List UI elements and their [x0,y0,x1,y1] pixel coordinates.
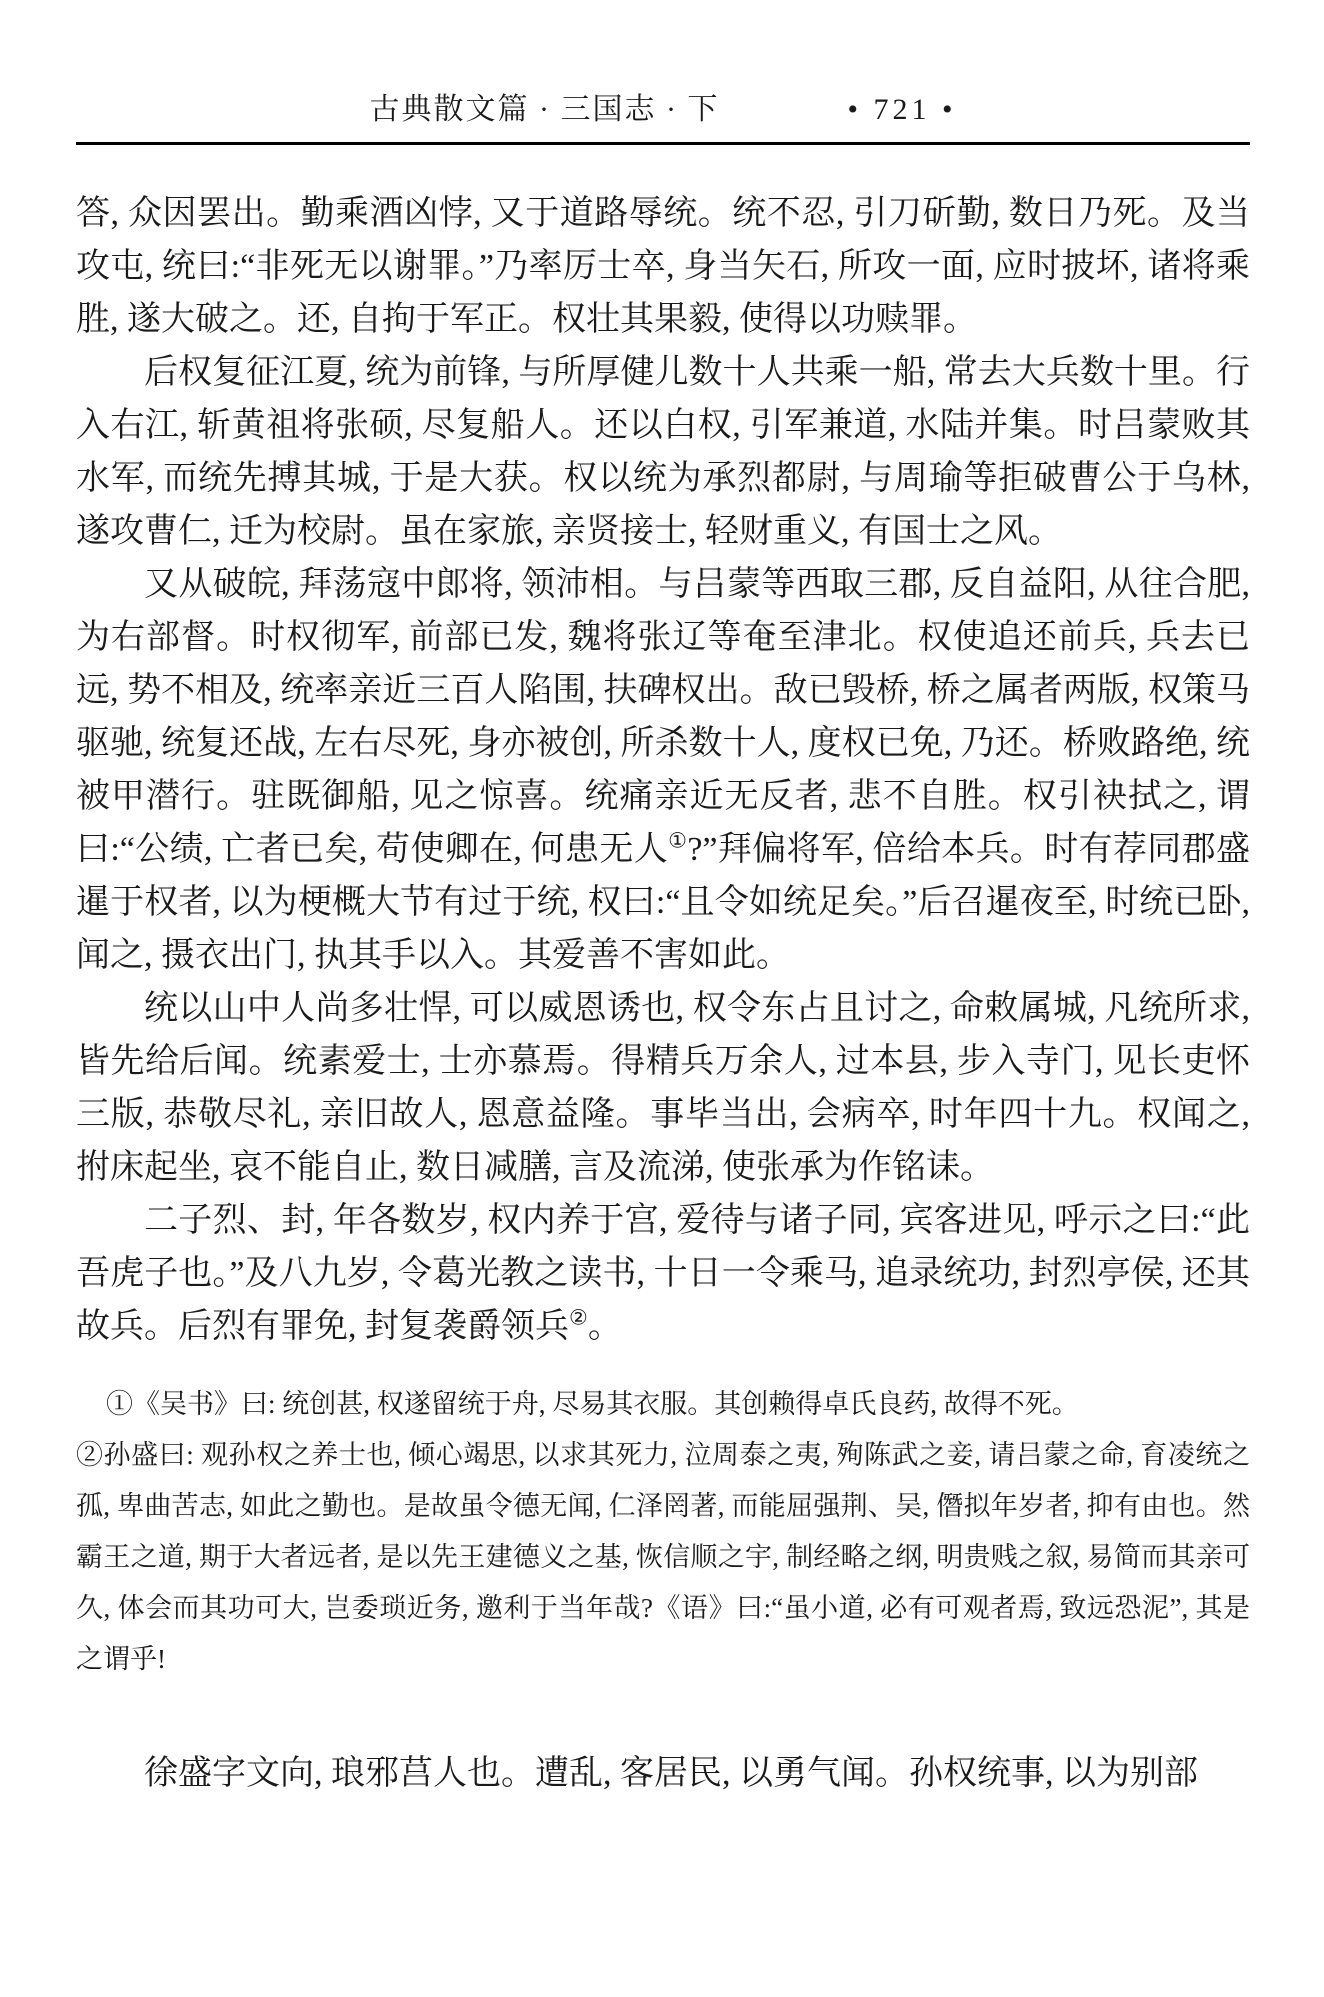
paragraph: 答, 众因罢出。勤乘酒凶悖, 又于道路辱统。统不忍, 引刀斫勤, 数日乃死。及当攻屯, 统曰:“非死无以谢罪。”乃率厉士卒, 身当矢石, 所攻一面, 应时披坏, 诸将乘胜, 遂大破之。还, 自拘于军正。权壮其果毅, 使得以功赎罪。 [76,195,1250,338]
next-section [76,1747,1250,1800]
paragraph: 二子烈、封, 年各数岁, 权内养于宫, 爱待与诸子同, 宾客进见, 呼示之曰:“此吾虎子也。”及八九岁, 令葛光教之读书, 十日一令乘马, 追录统功, 封烈亭侯, 还其故兵。后烈有罪免, 封复袭爵领兵②。 [76,1202,1250,1345]
running-head-title: 古典散文篇 · 三国志 · 下 [369,93,720,126]
footnotes-section [76,1379,1250,1685]
paragraph: 后权复征江夏, 统为前锋, 与所厚健儿数十人共乘一船, 常去大兵数十里。行入右江, 斩黄祖将张硕, 尽复船人。还以白权, 引军兼道, 水陆并集。时吕蒙败其水军, 而统先搏其城, 于是大获。权以统为承烈都尉, 与周瑜等拒破曹公于乌林, 遂攻曹仁, 迁为校尉。虽在家旅, 亲贤接士, 轻财重义, 有国士之风。 [76,354,1250,550]
next-section-paragraph: 徐盛字文向, 琅邪莒人也。遭乱, 客居民, 以勇气闻。孙权统事, 以为别部 [144,1755,1198,1792]
page-header [76,0,1250,128]
paragraph: 又从破皖, 拜荡寇中郎将, 领沛相。与吕蒙等西取三郡, 反自益阳, 从往合肥, 为右部督。时权彻军, 前部已发, 魏将张辽等奄至津北。权使追还前兵, 兵去已远, 势不相及, 统率亲近三百人陷围, 扶碑权出。敌已毁桥, 桥之属者两版, 权策马驱驰, 统复还战, 左右尽死, 身亦被创, 所杀数十人, 度权已免, 乃还。桥败路绝, 统被甲潜行。驻既御船, 见之惊喜。统痛亲近无反者, 悲不自胜。权引袂拭之, 谓曰:“公绩, 亡者已矣, 苟使卿在, 何患无人①?”拜偏将军, 倍给本兵。时有荐同郡盛暹于权者, 以为梗概大节有过于统, 权曰:“且令如统足矣。”后召暹夜至, 时统已卧, 闻之, 摄衣出门, 执其手以入。其爱善不害如此。 [76,566,1250,974]
paragraph: ①《吴书》曰: 统创甚, 权遂留统于舟, 尽易其衣服。其创赖得卓氏良药, 故得不死。 [106,1389,1079,1419]
page-number: • 721 • [847,93,957,126]
main-text [76,187,1250,1353]
paragraph: 统以山中人尚多壮悍, 可以威恩诱也, 权令东占且讨之, 命敕属城, 凡统所求, 皆先给后闻。统素爱士, 士亦慕焉。得精兵万余人, 过本县, 步入寺门, 见长吏怀三版, 恭敬尽礼, 亲旧故人, 恩意益隆。事毕当出, 会病卒, 时年四十九。权闻之, 拊床起坐, 哀不能自止, 数日减膳, 言及流涕, 使张承为作铭诔。 [76,990,1250,1186]
header-rule [76,142,1250,145]
paragraph: ②孙盛曰: 观孙权之养士也, 倾心竭思, 以求其死力, 泣周泰之夷, 殉陈武之妾, 请吕蒙之命, 育凌统之孤, 卑曲苦志, 如此之勤也。是故虽令德无闻, 仁泽罔著, 而能屈强荆、吴, 僭拟年岁者, 抑有由也。然霸王之道, 期于大者远者, 是以先王建德义之基, 恢信顺之宇, 制经略之纲, 明贵贱之叙, 易简而其亲可久, 体会而其功可大, 岂委琐近务, 邀利于当年哉?《语》曰:“虽小道, 必有可观者焉, 致远恐泥”, 其是之谓乎! [76,1440,1250,1674]
footnote-marker: ① [668,828,688,853]
footnote-marker: ② [569,1305,588,1330]
